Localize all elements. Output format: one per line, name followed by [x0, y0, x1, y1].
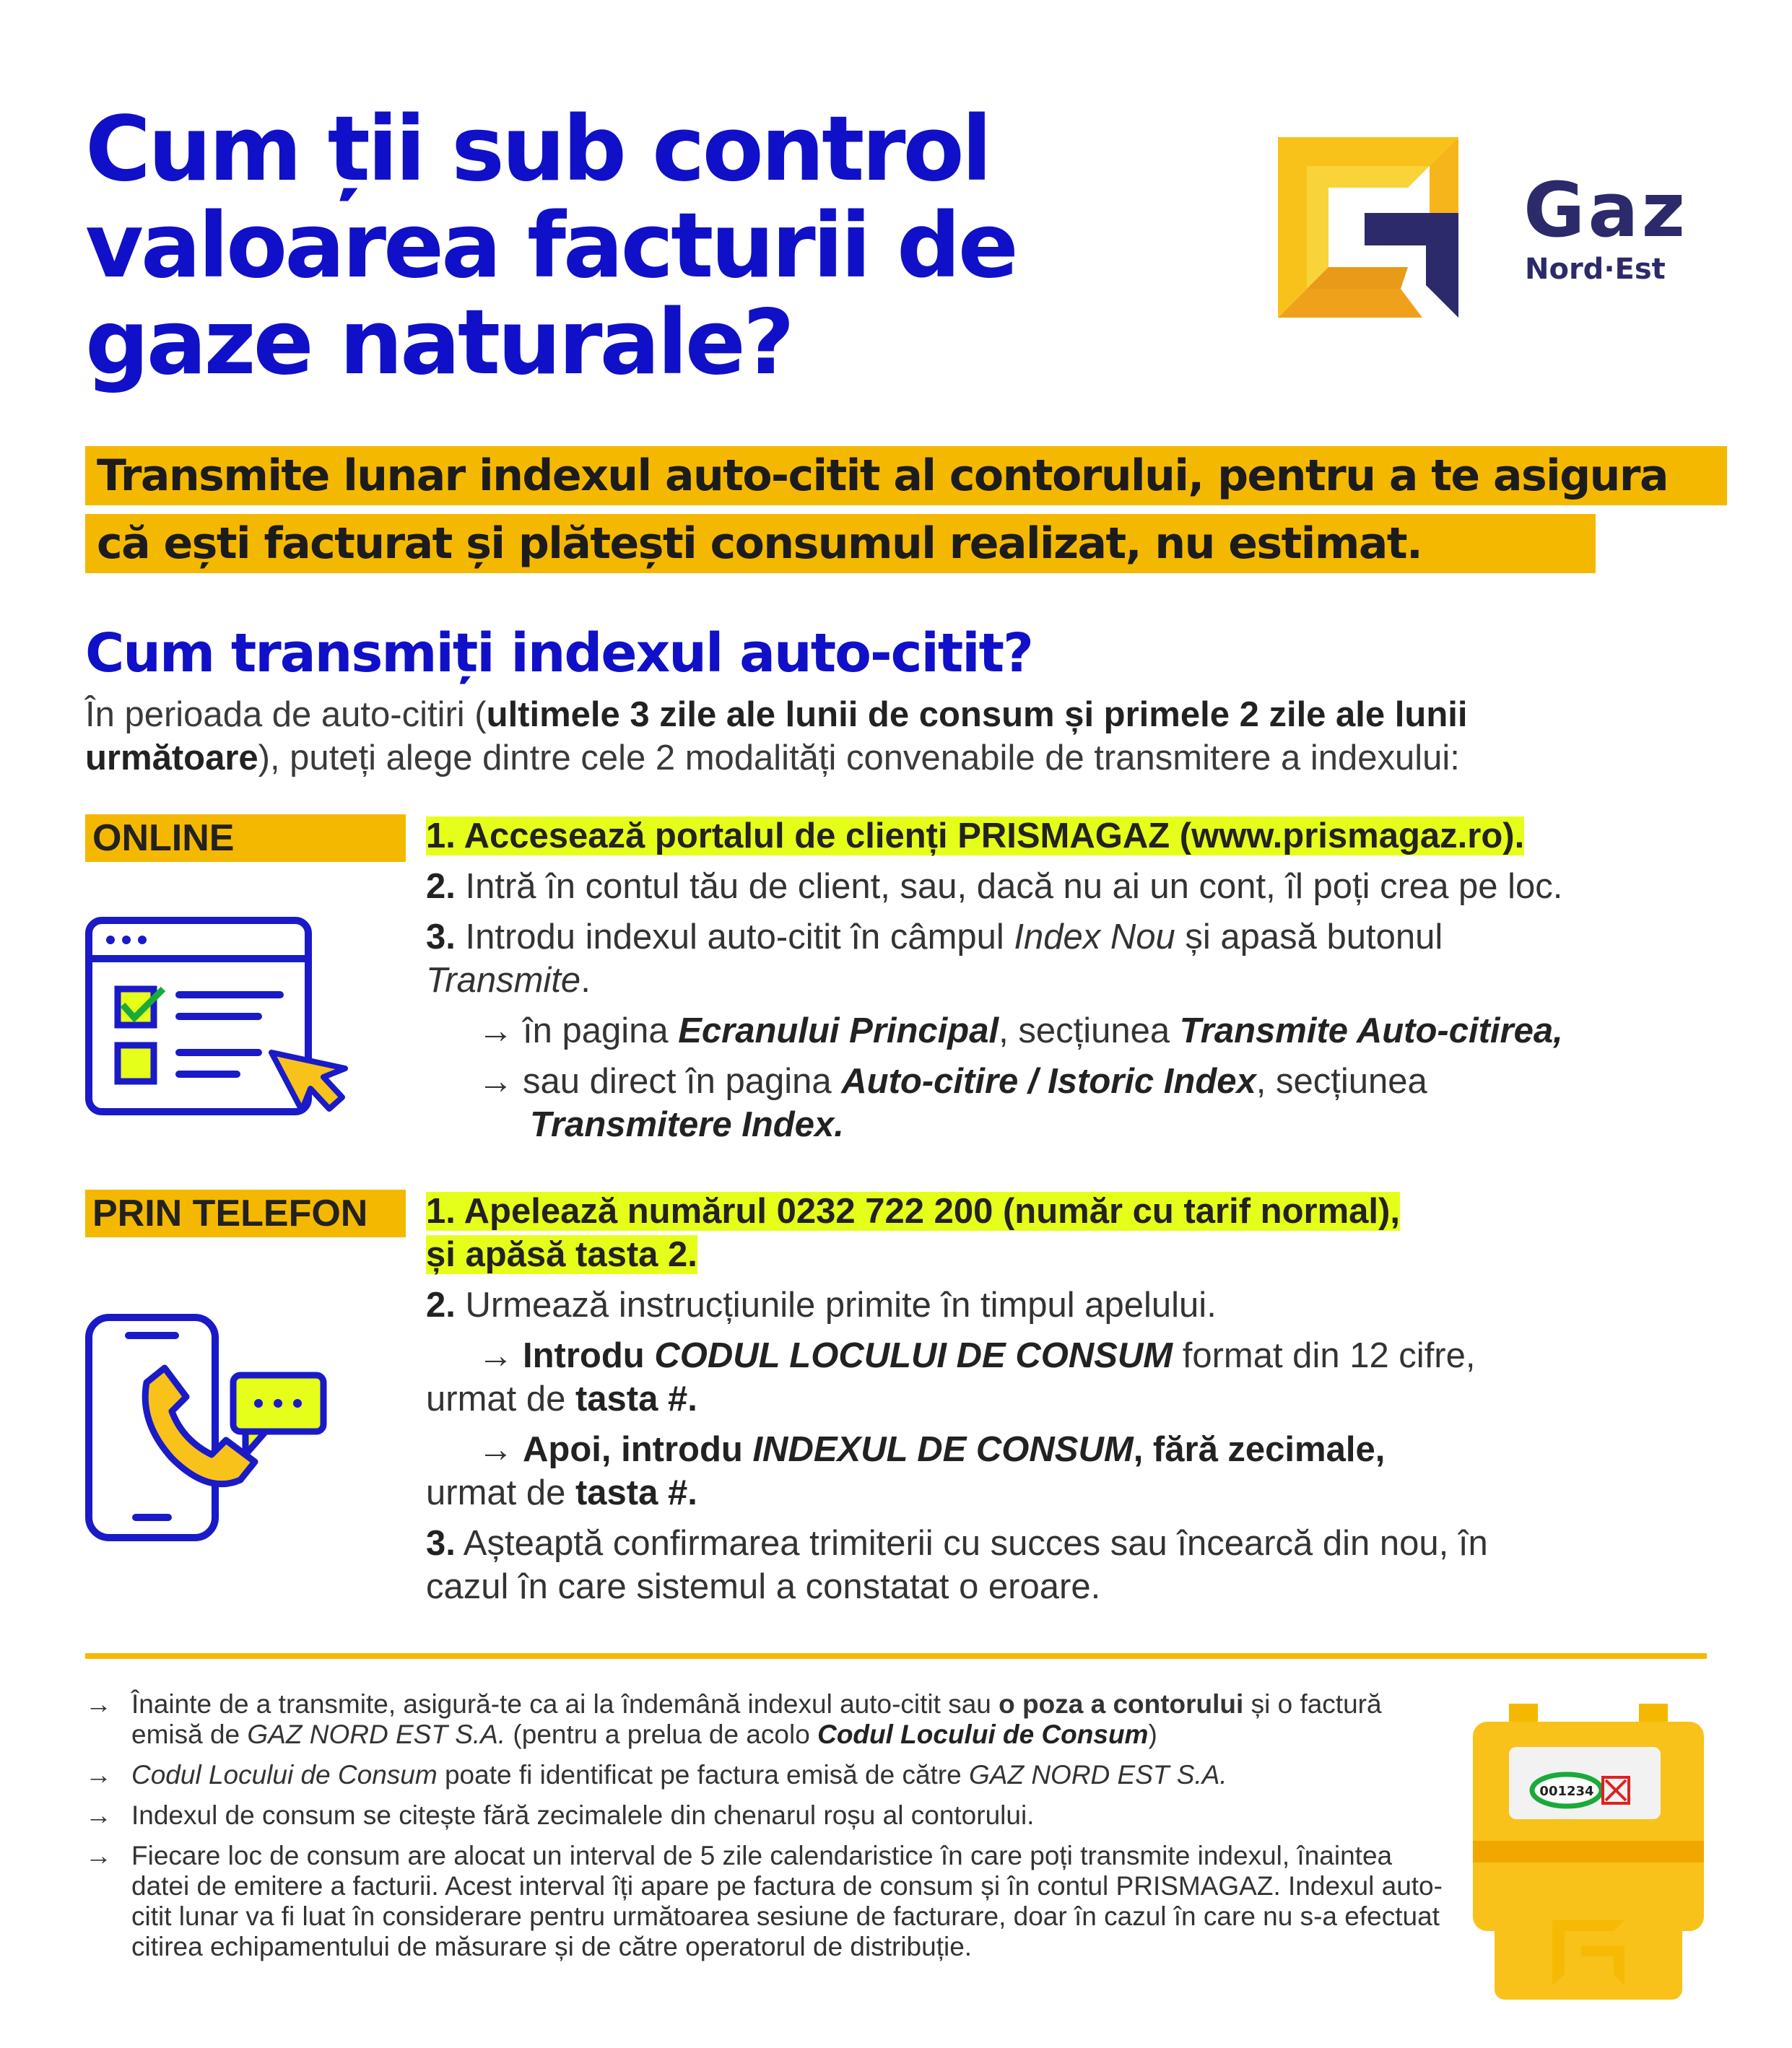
title-line-3: gaze naturale? [85, 291, 792, 395]
phone-step-3: 3. Așteaptă confirmarea trimiterii cu succes sau încearcă din nou, în cazul în care sistemul a constatat o eroare. [426, 1524, 1488, 1606]
arrow-icon: → [85, 1841, 112, 1870]
notes-list [85, 1689, 1457, 1972]
arrow-icon: → [478, 1336, 513, 1375]
online-substep-2: → sau direct în pagina Auto-citire / Istoric Index, secțiunea Transmitere Index. [426, 1060, 1769, 1146]
logo-subname: Nord·Est [1525, 253, 1666, 286]
page-title [85, 97, 1096, 395]
phone-label: PRIN TELEFON [85, 1190, 406, 1237]
online-substep-1: → în pagina Ecranului Principal, secțiunea Transmite Auto-citirea, [426, 1009, 1769, 1053]
phone-step-2: 2. Urmează instrucțiunile primite în timpul apelului. [426, 1286, 1217, 1325]
phone-substep-2: → Apoi, introdu INDEXUL DE CONSUM, fără zecimale, urmat de tasta #. [426, 1428, 1769, 1515]
note-item: → Indexul de consum se citește fără zecimalele din chenarul roșu al contorului. [85, 1800, 1035, 1830]
intro-line-2: că ești facturat și plătești consumul realizat, nu estimat. [85, 514, 1596, 573]
phone-step-1: 1. Apelează numărul 0232 722 200 (număr cu tarif normal), și apăsă tasta 2. [426, 1192, 1400, 1274]
arrow-icon: → [85, 1689, 112, 1719]
browser-checklist-icon [85, 917, 349, 1123]
arrow-icon: → [478, 1011, 513, 1050]
online-steps [426, 814, 1769, 1146]
arrow-icon: → [85, 1760, 112, 1790]
gas-meter-icon [1466, 1704, 1711, 2000]
gaz-logo-icon [1278, 137, 1458, 318]
phone-call-icon [85, 1314, 331, 1545]
online-step-1: 1. Accesează portalul de clienți PRISMAGAZ (www.prismagaz.ro). [426, 816, 1525, 855]
logo-name: Gaz [1523, 166, 1689, 254]
section-title: Cum transmiți indexul auto-citit? [85, 622, 1032, 684]
online-label: ONLINE [85, 814, 406, 862]
note-item: → Codul Locului de Consum poate fi identificat pe factura emisă de către GAZ NORD EST S.A. [85, 1760, 1227, 1790]
section-divider [85, 1653, 1707, 1659]
section-paragraph: În perioada de auto-citiri (ultimele 3 zile ale lunii de consum și primele 2 zile ale lunii următoare), puteți alege dintre cele 2 modalități convenabile de transmitere a indexului: [85, 695, 1468, 777]
phone-steps [426, 1190, 1769, 1608]
meter-reading: 001234 [1539, 1784, 1594, 1799]
note-item: → Fiecare loc de consum are alocat un interval de 5 zile calendaristice în care poți transmite indexul, înaintea datei de emitere a facturii. Acest interval îți apare pe factura de consum și în contul PRISMAGAZ. Indexul auto-citit lunar va fi luat în considerare pentru următoarea sesiune de facturare, doar în cazul în care nu s-a efectuat citirea echipamentului de măsurare și de către operatorul de distribuție. [85, 1841, 1443, 1961]
phone-substep-1: → Introdu CODUL LOCULUI DE CONSUM format din 12 cifre, urmat de tasta #. [426, 1334, 1769, 1421]
company-logo [1278, 137, 1711, 325]
intro-line-1: Transmite lunar indexul auto-citit al contorului, pentru a te asigura [85, 446, 1727, 505]
online-step-2: 2. Intră în contul tău de client, sau, dacă nu ai un cont, îl poți crea pe loc. [426, 867, 1563, 906]
note-item: → Înainte de a transmite, asigură-te ca ai la îndemână indexul auto-citit sau o poza a contorului și o factură emisă de GAZ NORD EST S.A. (pentru a prelua de acolo Codul Locului de Consum) [85, 1689, 1382, 1749]
arrow-icon: → [478, 1062, 513, 1101]
arrow-icon: → [478, 1430, 513, 1469]
arrow-icon: → [85, 1800, 112, 1830]
title-line-1: Cum ții sub control [85, 97, 990, 201]
title-line-2: valoarea facturii de [85, 194, 1016, 298]
online-step-3: 3. Introdu indexul auto-citit în câmpul Index Nou și apasă butonul Transmite. [426, 918, 1443, 1000]
